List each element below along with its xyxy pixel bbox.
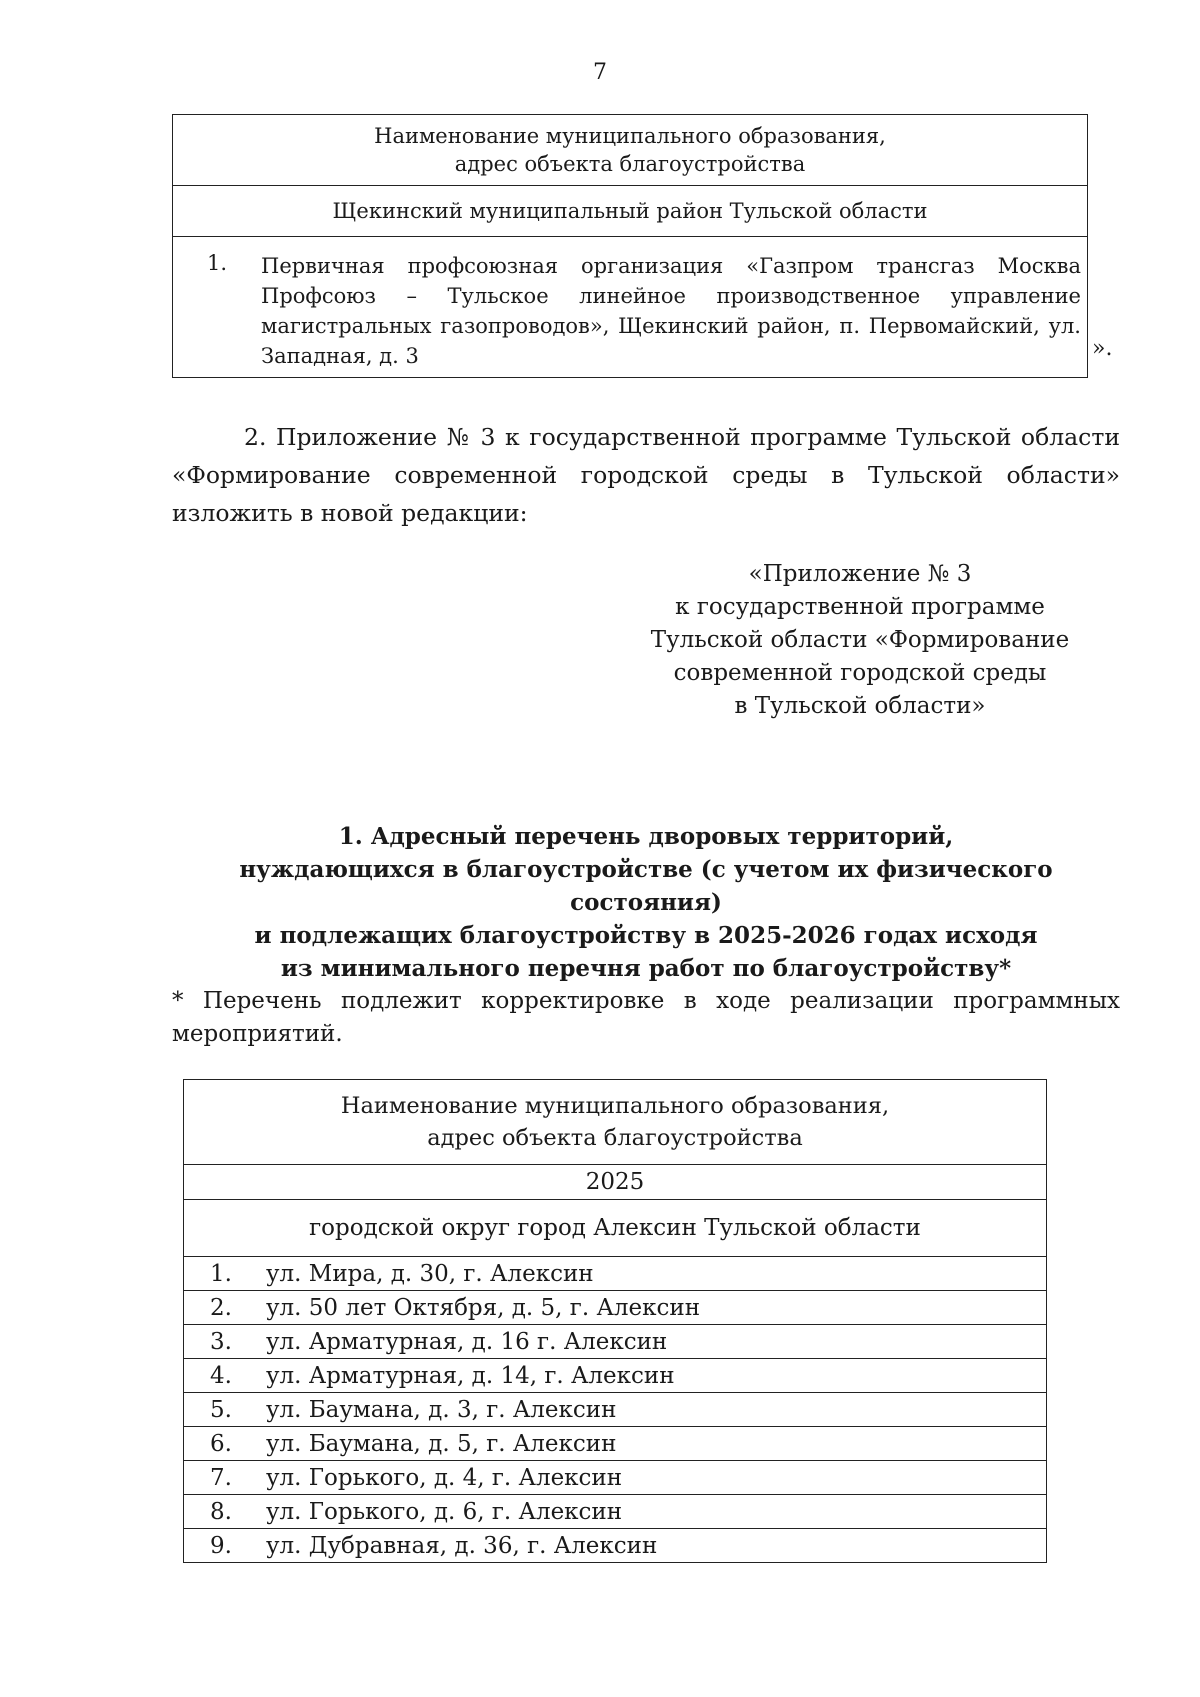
row-address: ул. Баумана, д. 3, г. Алексин [266, 1396, 617, 1423]
table-row [184, 1393, 1047, 1427]
table-row [184, 1495, 1047, 1529]
row-address: ул. Арматурная, д. 14, г. Алексин [266, 1362, 675, 1389]
row-number: 7. [210, 1464, 232, 1491]
row-number: 1. [210, 1260, 232, 1287]
table-header [184, 1080, 1047, 1165]
row-address: ул. Баумана, д. 5, г. Алексин [266, 1430, 617, 1457]
appendix-line: к государственной программе [675, 594, 1045, 620]
closing-quote: ». [1092, 336, 1113, 361]
row-address: Первичная профсоюзная организация «Газпром трансгаз Москва Профсоюз – Тульское линейное производственное управление магистральных газопроводов», Щекинский район, п. Первомайский, ул. Западная, д. 3 [261, 254, 1081, 368]
table-row [184, 1325, 1047, 1359]
table-row [184, 1291, 1047, 1325]
row-number: 9. [210, 1532, 232, 1559]
section-title-line: из минимального перечня работ по благоустройству* [280, 955, 1012, 982]
row-address: ул. Горького, д. 6, г. Алексин [266, 1498, 623, 1525]
footnote: * Перечень подлежит корректировке в ходе реализации программных мероприятий. [172, 988, 1120, 1047]
row-address: ул. Горького, д. 4, г. Алексин [266, 1464, 623, 1491]
table-header-line: адрес объекта благоустройства [454, 152, 806, 176]
year-row: 2025 [184, 1165, 1047, 1200]
municipality-row: Щекинский муниципальный район Тульской области [173, 186, 1088, 237]
table-header-line: адрес объекта благоустройства [427, 1125, 803, 1151]
row-address: ул. Арматурная, д. 16 г. Алексин [266, 1328, 668, 1355]
table-row [173, 237, 1088, 378]
table-row [184, 1529, 1047, 1563]
row-number: 4. [210, 1362, 232, 1389]
table-header [173, 115, 1088, 186]
section-title-line: 1. Адресный перечень дворовых территорий, [338, 823, 954, 850]
row-number: 8. [210, 1498, 232, 1525]
table-header-line: Наименование муниципального образования, [340, 1093, 890, 1119]
page-number: 7 [593, 60, 607, 85]
objects-table-continued [172, 114, 1088, 378]
row-address: ул. 50 лет Октября, д. 5, г. Алексин [266, 1294, 701, 1321]
appendix-heading [620, 558, 1100, 723]
appendix-line: «Приложение № 3 [748, 561, 972, 587]
table-header-line: Наименование муниципального образования, [374, 124, 886, 148]
table-row [184, 1427, 1047, 1461]
amendment-paragraph: 2. Приложение № 3 к государственной программе Тульской области «Формирование современной городской среды в Тульской области» изложить в новой редакции: [172, 423, 1120, 527]
municipality-row: городской округ город Алексин Тульской области [184, 1200, 1047, 1257]
section-title [172, 820, 1120, 985]
address-list-table [183, 1079, 1047, 1563]
row-number: 6. [210, 1430, 232, 1457]
appendix-line: Тульской области «Формирование [650, 627, 1070, 653]
section-title-line: и подлежащих благоустройству в 2025-2026 годах исходя [254, 922, 1038, 949]
row-address: ул. Мира, д. 30, г. Алексин [266, 1260, 594, 1287]
appendix-line: современной городской среды [673, 660, 1047, 686]
row-address: ул. Дубравная, д. 36, г. Алексин [266, 1532, 658, 1559]
table-row [184, 1257, 1047, 1291]
row-number: 5. [210, 1396, 232, 1423]
table-row [184, 1359, 1047, 1393]
row-number: 2. [210, 1294, 232, 1321]
appendix-line: в Тульской области» [734, 693, 986, 719]
row-number: 3. [210, 1328, 232, 1355]
table-row [184, 1461, 1047, 1495]
section-title-line: нуждающихся в благоустройстве (с учетом их физического состояния) [239, 856, 1053, 916]
row-number: 1. [206, 251, 228, 275]
